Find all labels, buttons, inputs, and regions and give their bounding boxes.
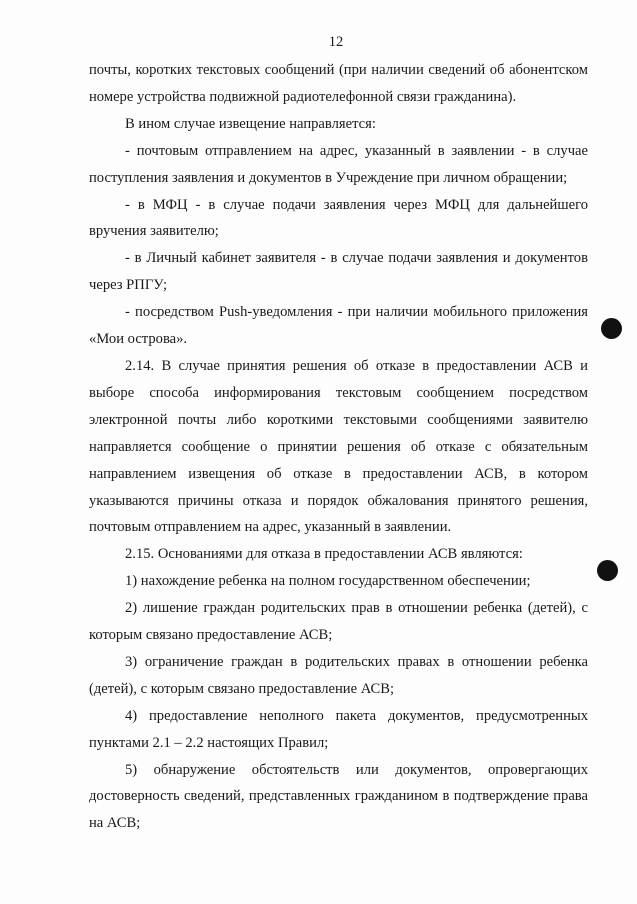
paragraph: 2.15. Основаниями для отказа в предоставлении АСВ являются: bbox=[125, 546, 523, 563]
paragraph: В ином случае извещение направляется: bbox=[125, 115, 376, 132]
paragraph: 3) ограничение граждан в родительских правах в отношении ребенка (детей), с которым связано предоставление АСВ; bbox=[89, 653, 588, 697]
paragraph: 2.14. В случае принятия решения об отказе в предоставлении АСВ и выборе способа информирования текстовым сообщением посредством электронной почты либо короткими текстовыми сообщениями заявителю направляется сообщение о принятии решения об отказе с обязательным направлением извещения об отказе в предоставлении АСВ, в котором указываются причины отказа и порядок обжалования принятого решения, почтовым отправлением на адрес, указанный в заявлении. bbox=[89, 357, 588, 536]
paragraph: - в Личный кабинет заявителя - в случае подачи заявления и документов через РПГУ; bbox=[89, 250, 588, 294]
paragraph: - в МФЦ - в случае подачи заявления через МФЦ для дальнейшего вручения заявителю; bbox=[89, 196, 588, 240]
punch-hole-mark bbox=[597, 560, 618, 581]
paragraph: почты, коротких текстовых сообщений (при наличии сведений об абонентском номере устройства подвижной радиотелефонной связи гражданина). bbox=[89, 62, 588, 105]
paragraph: 1) нахождение ребенка на полном государственном обеспечении; bbox=[125, 573, 531, 590]
paragraph: - посредством Push-уведомления - при наличии мобильного приложения «Мои острова». bbox=[89, 304, 588, 348]
page-number: 12 bbox=[328, 34, 344, 50]
punch-hole-mark bbox=[601, 318, 622, 339]
paragraph: 4) предоставление неполного пакета документов, предусмотренных пунктами 2.1 – 2.2 настоящих Правил; bbox=[89, 707, 588, 751]
paragraph: - почтовым отправлением на адрес, указанный в заявлении - в случае поступления заявления и документов в Учреждение при личном обращении; bbox=[89, 142, 588, 186]
paragraph: 2) лишение граждан родительских прав в отношении ребенка (детей), с которым связано предоставление АСВ; bbox=[89, 600, 588, 644]
paragraph: 5) обнаружение обстоятельств или документов, опровергающих достоверность сведений, представленных гражданином в подтверждение права на АСВ; bbox=[89, 761, 588, 832]
document-body bbox=[89, 57, 588, 837]
